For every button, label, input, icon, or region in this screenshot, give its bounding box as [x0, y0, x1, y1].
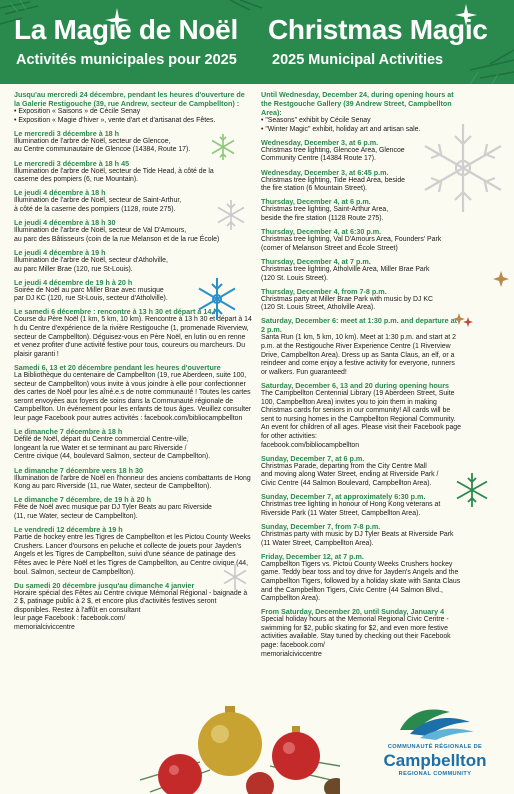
- snowflake-icon: [208, 132, 238, 162]
- event-description: Illumination de l'arbre de Noël, secteur de Val D'Amours, au parc des Bâtisseurs (coin de la rue Melanson et de la rue École): [14, 227, 220, 243]
- event-title: Thursday, December 4, at 6:30 p.m.: [261, 227, 382, 237]
- ornament-icon: [140, 700, 340, 794]
- event-description: • "Seasons" exhibit by Cécile Senay • "Winter Magic" exhibit, holiday art and artisan sale.: [261, 117, 421, 133]
- event-description: Christmas tree lighting, Saint-Arthur Area, beside the fire station (1128 Route 275).: [261, 206, 389, 222]
- event-title: Le mercredi 3 décembre à 18 h 45: [14, 158, 130, 168]
- event-description: Illumination de l'arbre de Noël, secteur de Saint-Arthur, à côté de la caserne des pompiers (1128, route 275).: [14, 197, 182, 213]
- event-item: [261, 454, 461, 489]
- event-title: Thursday, December 4, at 7 p.m.: [261, 256, 371, 266]
- event-title: Thursday, December 4, at 6 p.m.: [261, 197, 371, 207]
- event-title: Sunday, December 7, from 7-8 p.m.: [261, 521, 381, 531]
- event-title: Le mercredi 3 décembre à 18 h: [14, 128, 120, 138]
- event-item: [261, 257, 461, 283]
- event-item: [261, 227, 461, 253]
- event-title: Samedi 6, 13 et 20 décembre pendant les heures d'ouverture: [14, 363, 221, 373]
- event-description: Christmas Parade, departing from the City Centre Mall and moving along Water Street, ending at Riverside Park / Civic Centre (44 Salmon Boulevard, Campbellton Area).: [261, 462, 439, 487]
- event-description: Illumination de l'arbre de Noël, secteur d'Atholville, au parc Miller Brae (120, rue St-Louis).: [14, 256, 168, 273]
- event-title: Saturday, December 6, 13 and 20 during opening hours: [261, 381, 449, 391]
- event-description: Illumination de l'arbre de Noël en l'honneur des anciens combattants de Hong Kong au parc Riverside (11, rue Water, secteur de Campbellton).: [14, 474, 251, 491]
- event-description: Special holiday hours at the Memorial Regional Civic Centre - swimming for $2, public skating for $2, and even more festive activities available. Stay tuned by checking out their Facebook page: facebook.com/ memorialciviccentre: [261, 616, 451, 658]
- event-description: Christmas tree lighting, Tide Head Area, beside the fire station (6 Mountain Street).: [261, 176, 406, 193]
- event-item: [261, 522, 461, 548]
- event-item: [261, 381, 461, 450]
- event-description: Illumination de l'arbre de Noël, secteur de Glencoe, au Centre communautaire de Glencoe (14384, Route 17).: [14, 137, 191, 154]
- event-description: Horaire spécial des Fêtes au Centre civique Mémorial Régional - baignade à 2 $, patinage public à 2 $, et encore plus d'activités festives seront disponibles. Restez à l'affût en consultant leur page Facebook : facebook.com/ memorialciviccentre: [14, 589, 248, 632]
- title-french: La Magie de Noël: [14, 14, 238, 45]
- event-item: [14, 495, 252, 521]
- event-description: Christmas tree lighting, Val D'Amours Area, Founders' Park (corner of Melanson Street and École Street): [261, 236, 442, 252]
- event-description: Défilé de Noël, départ du Centre commercial Centre-ville, longeant la rue Water et se terminant au parc Riverside / Centre civique (44, boulevard Salmon, secteur de Campbellton).: [14, 436, 211, 461]
- header-banner: [0, 0, 514, 84]
- event-description: Campbellton Tigers vs. Pictou County Weeks Crushers hockey game. Teddy bear toss and toy drive for Jayden's Angels and the Campbellton Tigers, followed by a holiday skate with Santa Claus and the Campbellton Tigers, Civic Centre (44 Salmon Blvd., Campbellton Area).: [261, 560, 461, 603]
- snowflake-icon: [214, 198, 248, 232]
- event-title: Du samedi 20 décembre jusqu'au dimanche 4 janvier: [14, 580, 195, 590]
- event-description: Santa Run (1 km, 5 km, 10 km). Meet at 1:30 p.m. and start at 2 p.m. at the Restigouche River Experience Centre (1 Riverview Drive, Campbellton Area). Dress up as Santa Claus, an elf, or a reindeer and come enjoy a festive activity for everyone, runners or walkers. Fun guaranteed!: [261, 334, 456, 376]
- event-description: Christmas tree lighting, Atholville Area, Miller Brae Park (120 St. Louis Street).: [261, 265, 430, 282]
- campbellton-logo: [370, 700, 500, 780]
- event-description: La Bibliothèque du centenaire de Campbellton (19, rue Aberdeen, suite 100, secteur de Campbellton) vous invite à vous joindre à elle pour confectionner des cartes de Noël pour les aîné.e.s de notre communauté ! Toutes les cartes seront envoyées aux foyers de soins dans la Communauté régionale de Campbellton. Un événement pour les enfants de tous âges. Veuillez consulter leur page Facebook pour autres activités : facebook.com/bibliocampbellton: [14, 372, 252, 422]
- logo-line-2: Campbellton: [383, 751, 487, 770]
- event-item: [14, 466, 252, 492]
- event-description: Christmas tree lighting, Glencoe Area, Glencoe Community Centre (14384 Route 17).: [261, 146, 405, 163]
- event-description: Soirée de Noël au parc Miller Brae avec musique par DJ KC (120, rue St-Louis, secteur d'Atholville).: [14, 286, 168, 303]
- event-title: Le dimanche 7 décembre, de 19 h à 20 h: [14, 495, 152, 505]
- event-title: Sunday, December 7, at 6 p.m.: [261, 453, 365, 463]
- event-item: [14, 525, 252, 577]
- wave-logo-icon: [370, 700, 500, 744]
- event-item: [14, 427, 252, 462]
- event-title: From Saturday, December 20, until Sunday, January 4: [261, 607, 445, 617]
- french-events-column: [14, 90, 252, 636]
- event-title: Le jeudi 4 décembre à 18 h 30: [14, 218, 116, 228]
- event-title: Until Wednesday, December 24, during opening hours at the Restgouche Gallery (39 Andrew Street, Campbellton Area):: [261, 90, 454, 117]
- event-title: Sunday, December 7, at approximately 6:30 p.m.: [261, 492, 426, 502]
- event-title: Jusqu'au mercredi 24 décembre, pendant les heures d'ouverture de la Galerie Restigouche (39, rue Andrew, secteur de Campbellton) :: [14, 90, 245, 108]
- event-description: Christmas party at Miller Brae Park with music by DJ KC (120 St. Louis Street, Atholville Area).: [261, 295, 433, 312]
- subtitle-english: 2025 Municipal Activities: [272, 52, 444, 68]
- event-title: Le jeudi 4 décembre de 19 h à 20 h: [14, 277, 133, 287]
- event-item: [261, 287, 461, 313]
- event-title: Le dimanche 7 décembre à 18 h: [14, 427, 123, 437]
- event-title: Thursday, December 4, from 7-8 p.m.: [261, 286, 387, 296]
- event-title: Wednesday, December 3, at 6:45 p.m.: [261, 167, 389, 177]
- event-item: [14, 581, 252, 633]
- event-title: Le dimanche 7 décembre vers 18 h 30: [14, 465, 144, 475]
- star-icon: [462, 316, 474, 328]
- event-title: Friday, December 12, at 7 p.m.: [261, 551, 364, 561]
- event-description: Christmas tree lighting in honour of Hong Kong veterans at Riverside Park (11 Water Street, Campbellton Area).: [261, 501, 441, 517]
- event-title: Saturday, December 6: meet at 1:30 p.m. and departure at 2 p.m.: [261, 316, 457, 335]
- event-item: [14, 90, 252, 125]
- event-title: Le jeudi 4 décembre à 18 h: [14, 188, 106, 198]
- event-item: [261, 316, 461, 377]
- event-description: The Campbellton Centennial Library (19 Aberdeen Street, Suite 100, Campbellton Area) invites you to join them in making Christmas cards for seniors in our community! All cards will be sent to nursing homes in the Campbellton Regional Community. An event for children of all ages. Please visit their Facebook page for other activities: facebook.com/bibliocampbellton: [261, 390, 461, 449]
- event-description: Christmas party with music by DJ Tyler Beats at Riverside Park (11 Water Street, Campbellton Area).: [261, 530, 454, 547]
- snowflake-icon: [452, 470, 492, 510]
- event-item: [261, 607, 461, 659]
- event-title: Le samedi 6 décembre : rencontre à 13 h 30 et départ à 14 h: [14, 307, 218, 317]
- event-item: [14, 248, 252, 274]
- subtitle-french: Activités municipales pour 2025: [16, 52, 237, 68]
- star-icon: [492, 270, 510, 288]
- event-description: Course du Père Noël (1 km, 5 km, 10 km). Rencontre à 13 h 30 et départ à 14 h du Centre d'expérience de la rivière Restigouche (1, promenade Riverview, secteur de Campbellton). Déguisez-vous en Père Noël, en lutin ou en renne et venez profiter d'une activité festive pour tous, coureurs ou marcheurs. Du plaisir garanti !: [14, 316, 252, 358]
- event-title: Le jeudi 4 décembre à 19 h: [14, 247, 106, 257]
- event-item: [261, 552, 461, 604]
- snowflake-icon: [420, 120, 506, 216]
- event-title: Le vendredi 12 décembre à 19 h: [14, 525, 123, 535]
- logo-line-3: REGIONAL COMMUNITY: [398, 771, 472, 777]
- snowflake-icon: [220, 562, 250, 592]
- event-description: Illumination de l'arbre de Noël, secteur de Tide Head, à côté de la caserne des pompiers (6, rue Mountain).: [14, 167, 214, 184]
- event-title: Wednesday, December 3, at 6 p.m.: [261, 137, 379, 147]
- snowflake-icon: [194, 276, 240, 322]
- event-item: [14, 363, 252, 424]
- title-english: Christmas Magic: [268, 14, 488, 45]
- event-description: • Exposition « Saisons » de Cécile Senay • Exposition « Magie d'hiver », vente d'art et d'artisanat des Fêtes.: [14, 108, 216, 124]
- event-description: Partie de hockey entre les Tigres de Campbellton et les Pictou County Weeks Crushers. Lancer d'oursons en peluche et collecte de jouets pour Jayden's Angels et les Tigres de Campbellton, suivi d'une séance de patinage des Fêtes avec le Père Noël et les Tigres de Campbellton, au Centre civique (44, boul. Salmon, secteur de Campbellton).: [14, 534, 251, 576]
- event-item: [261, 492, 461, 518]
- event-description: Fête de Noël avec musique par DJ Tyler Beats au parc Riverside (11, rue Water, secteur de Campbellton).: [14, 504, 212, 520]
- logo-line-1: COMMUNAUTÉ RÉGIONALE DE: [387, 744, 483, 750]
- event-item: [14, 159, 252, 185]
